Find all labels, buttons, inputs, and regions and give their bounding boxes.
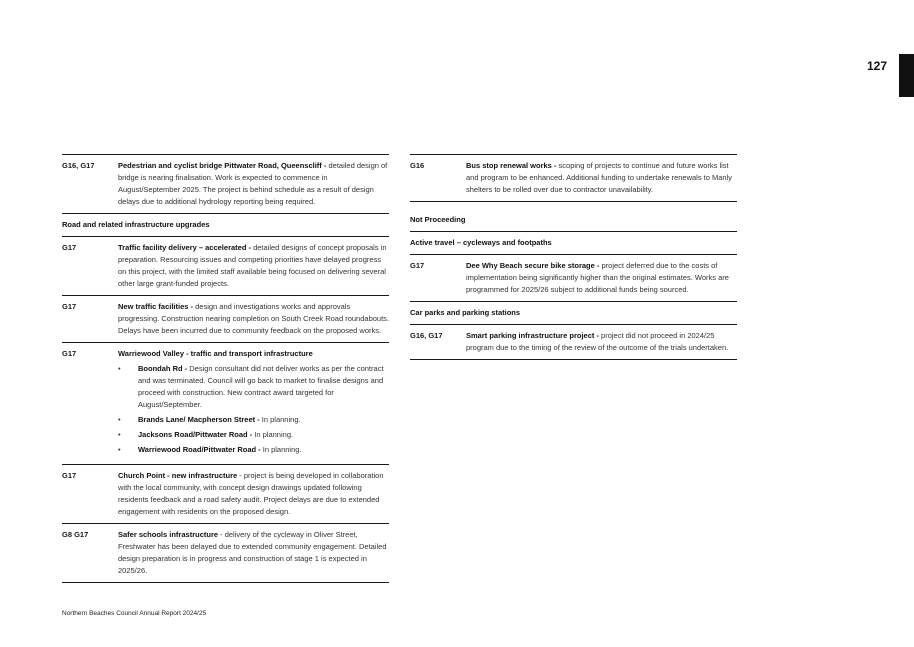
left-column xyxy=(62,154,389,583)
row-description xyxy=(118,242,389,290)
table-row xyxy=(62,295,389,342)
item-text: In planning. xyxy=(259,415,301,424)
item-text: In planning. xyxy=(252,430,294,439)
table-row xyxy=(410,324,737,359)
item-title: Boondah Rd - xyxy=(138,364,188,373)
bullet-marker: • xyxy=(118,430,121,439)
table-row xyxy=(62,342,389,464)
table-row xyxy=(62,236,389,295)
table-bottom-rule xyxy=(410,359,737,360)
section-heading-road: Road and related infrastructure upgrades xyxy=(62,213,389,236)
list-item xyxy=(118,414,389,426)
row-text: - project is being developed in collaboration with the local community, with concept design drawings updated following residents feedback and a road safety audit. Project delays are due to extended engagement with residents on the proposed design. xyxy=(118,471,384,516)
table-row xyxy=(62,464,389,523)
item-title: Brands Lane/ Macpherson Street - xyxy=(138,415,260,424)
goal-code: G17 xyxy=(62,349,77,358)
row-title: Pedestrian and cyclist bridge Pittwater Road, Queenscliff - xyxy=(118,161,327,170)
goal-code: G17 xyxy=(62,302,77,311)
bullet-list xyxy=(118,363,389,456)
list-item xyxy=(118,429,389,441)
row-title: Bus stop renewal works - xyxy=(466,161,557,170)
table-row xyxy=(62,523,389,582)
table-bottom-rule xyxy=(62,582,389,583)
row-text: project did not proceed in 2024/25 program due to the timing of the review of the outcome of the trials undertaken. xyxy=(466,331,729,352)
table-row xyxy=(410,254,737,301)
page-number: 127 xyxy=(866,59,887,73)
row-title: Warriewood Valley - traffic and transport infrastructure xyxy=(118,349,313,358)
list-item xyxy=(118,363,389,411)
row-text: scoping of projects to continue and future works list and program to be enhanced. Additional funding to undertake renewals to Manly shelters to be rolled over due to contractor unavailability. xyxy=(466,161,733,194)
row-text: project deferred due to the costs of implementation being significantly higher than the original estimates. Works are programmed for 2025/26 subject to additional funds being sourced. xyxy=(466,261,729,294)
page-edge-tab xyxy=(899,54,914,97)
row-title: Safer schools infrastructure xyxy=(118,530,219,539)
goal-code: G17 xyxy=(62,243,77,252)
right-column xyxy=(410,154,737,360)
page-footer: Northern Beaches Council Annual Report 2024/25 xyxy=(62,610,207,617)
list-item xyxy=(118,444,389,456)
item-title: Warriewood Road/Pittwater Road - xyxy=(138,445,261,454)
item-title: Jacksons Road/Pittwater Road - xyxy=(138,430,253,439)
goal-code: G8 G17 xyxy=(62,530,89,539)
row-title: Dee Why Beach secure bike storage - xyxy=(466,261,600,270)
row-title: Church Point - new infrastructure xyxy=(118,471,238,480)
row-title: Traffic facility delivery – accelerated - xyxy=(118,243,251,252)
row-description xyxy=(466,260,737,296)
row-description xyxy=(466,330,737,354)
table-row xyxy=(410,154,737,201)
goal-code: G16, G17 xyxy=(62,161,95,170)
goal-code: G17 xyxy=(410,261,425,270)
row-description xyxy=(118,160,389,208)
row-description xyxy=(118,529,389,577)
row-description xyxy=(118,348,389,459)
section-heading-car-parks: Car parks and parking stations xyxy=(410,301,737,324)
goal-code: G17 xyxy=(62,471,77,480)
row-text: design and investigations works and approvals progressing. Construction nearing completion on South Creek Road roundabouts. Delays have been incurred due to community feedback on the proposed works. xyxy=(118,302,389,335)
section-heading-active-travel: Active travel – cycleways and footpaths xyxy=(410,231,737,254)
row-title: New traffic facilities - xyxy=(118,302,194,311)
row-text: detailed design of bridge is nearing finalisation. Work is expected to commence in August/September 2025. The project is behind schedule as a result of design delays due to additional hydrology reporting being required. xyxy=(118,161,388,206)
item-text: In planning. xyxy=(260,445,302,454)
row-text: detailed designs of concept proposals in preparation. Resourcing issues and competing priorities have delayed progress on this project, with the limited staff available being focused on delivering several other large grant-funded projects. xyxy=(118,243,387,288)
bullet-marker: • xyxy=(118,415,121,424)
heading-not-proceeding: Not Proceeding xyxy=(410,215,466,224)
item-text: Design consultant did not deliver works as per the contract and was terminated. Council will go back to market to finalise designs and proceed with construction. New contract award targeted for August/September. xyxy=(138,364,384,409)
row-description xyxy=(118,301,389,337)
bullet-marker: • xyxy=(118,364,121,373)
table-row xyxy=(62,154,389,213)
row-title: Smart parking infrastructure project - xyxy=(466,331,599,340)
row-text: - delivery of the cycleway in Oliver Street, Freshwater has been delayed due to extended community engagement. Detailed design preparation is in progress and construction of stage 1 is expected in 2025/26. xyxy=(118,530,387,575)
goal-code: G16 xyxy=(410,161,425,170)
goal-code: G16, G17 xyxy=(410,331,443,340)
row-description xyxy=(118,470,389,518)
row-description xyxy=(466,160,737,196)
bullet-marker: • xyxy=(118,445,121,454)
